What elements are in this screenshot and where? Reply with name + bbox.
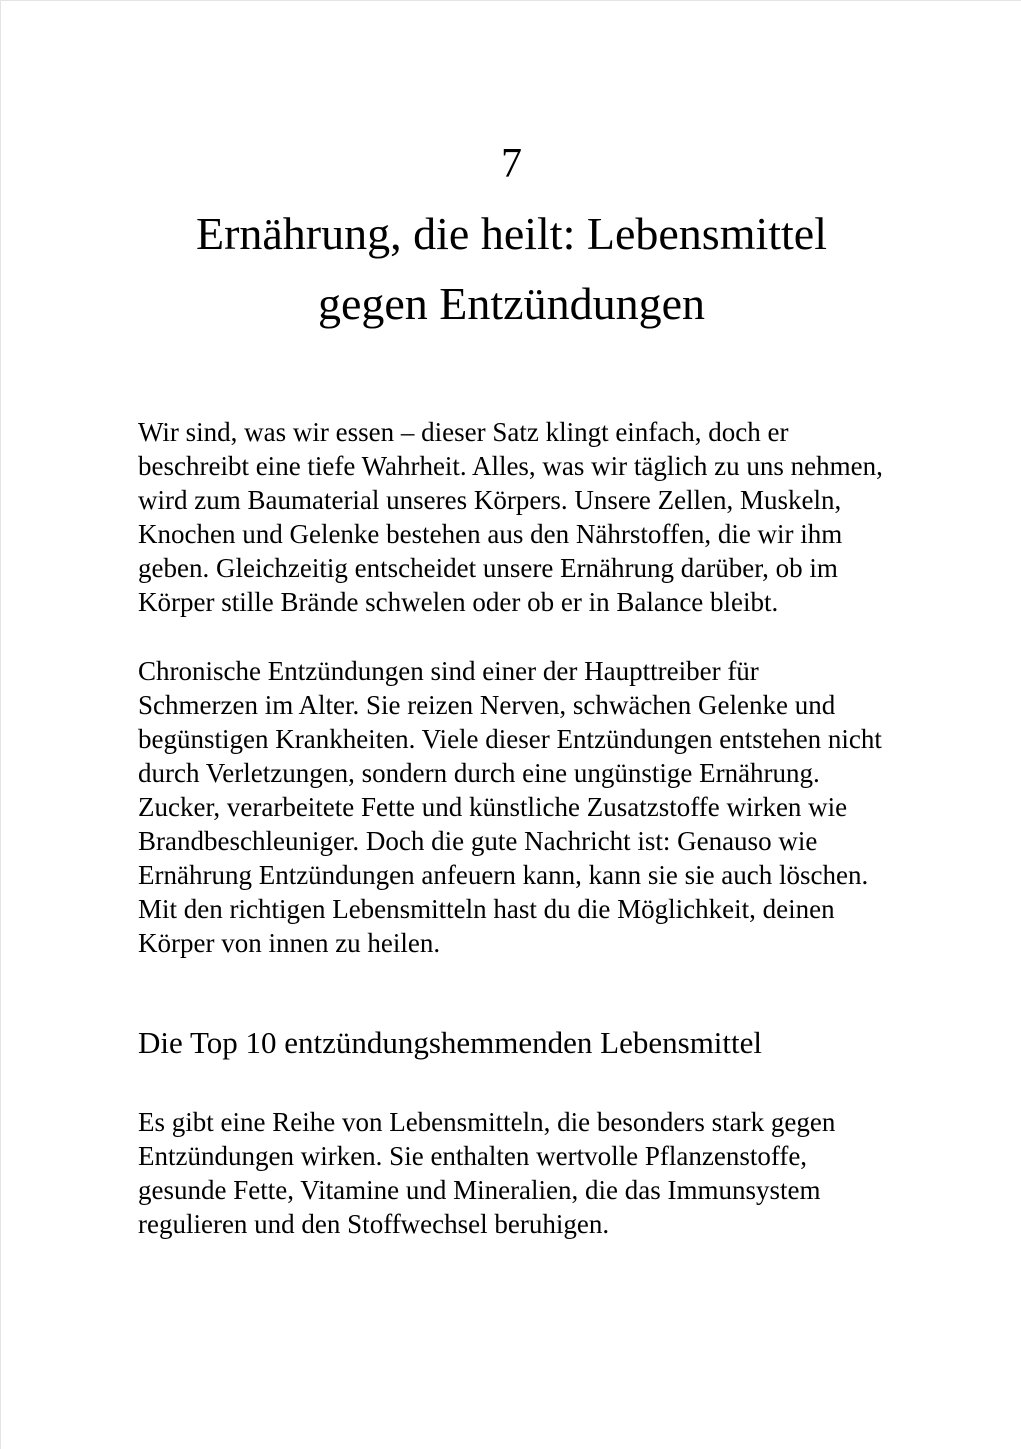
section-paragraph-1: Es gibt eine Reihe von Lebensmitteln, die besonders stark gegen Entzündungen wirken. Sie enthalten wertvolle Pflanzenstoffe, gesunde Fette, Vitamine und Mineralien, die das Immunsystem regulieren und den Stoffwechsel beruhigen. <box>138 1107 836 1240</box>
intro-paragraph-1: Wir sind, was wir essen – dieser Satz klingt einfach, doch er beschreibt eine tiefe Wahrheit. Alles, was wir täglich zu uns nehmen, wird zum Baumaterial unseres Körpers. Unsere Zellen, Muskeln, Knochen und Gelenke bestehen aus den Nährstoffen, die wir ihm geben. Gleichzeitig entscheidet unsere Ernährung darüber, ob im Körper stille Brände schwelen oder ob er in Balance bleibt. <box>138 417 883 618</box>
chapter-number: 7 <box>501 141 522 187</box>
page-content <box>1 1 1021 1241</box>
chapter-title: Ernährung, die heilt: Lebensmittel gegen Entzündungen <box>195 208 828 330</box>
intro-paragraph-2: Chronische Entzündungen sind einer der Haupttreiber für Schmerzen im Alter. Sie reizen Nerven, schwächen Gelenke und begünstigen Krankheiten. Viele dieser Entzündungen entstehen nicht durch Verletzungen, sondern durch eine ungünstige Ernährung. Zucker, verarbeitete Fette und künstliche Zusatzstoffe wirken wie Brandbeschleuniger. Doch die gute Nachricht ist: Genauso wie Ernährung Entzündungen anfeuern kann, kann sie sie auch löschen. Mit den richtigen Lebensmitteln hast du die Möglichkeit, deinen Körper von innen zu heilen. <box>138 656 882 959</box>
section-heading: Die Top 10 entzündungshemmenden Lebensmittel <box>138 1025 763 1061</box>
